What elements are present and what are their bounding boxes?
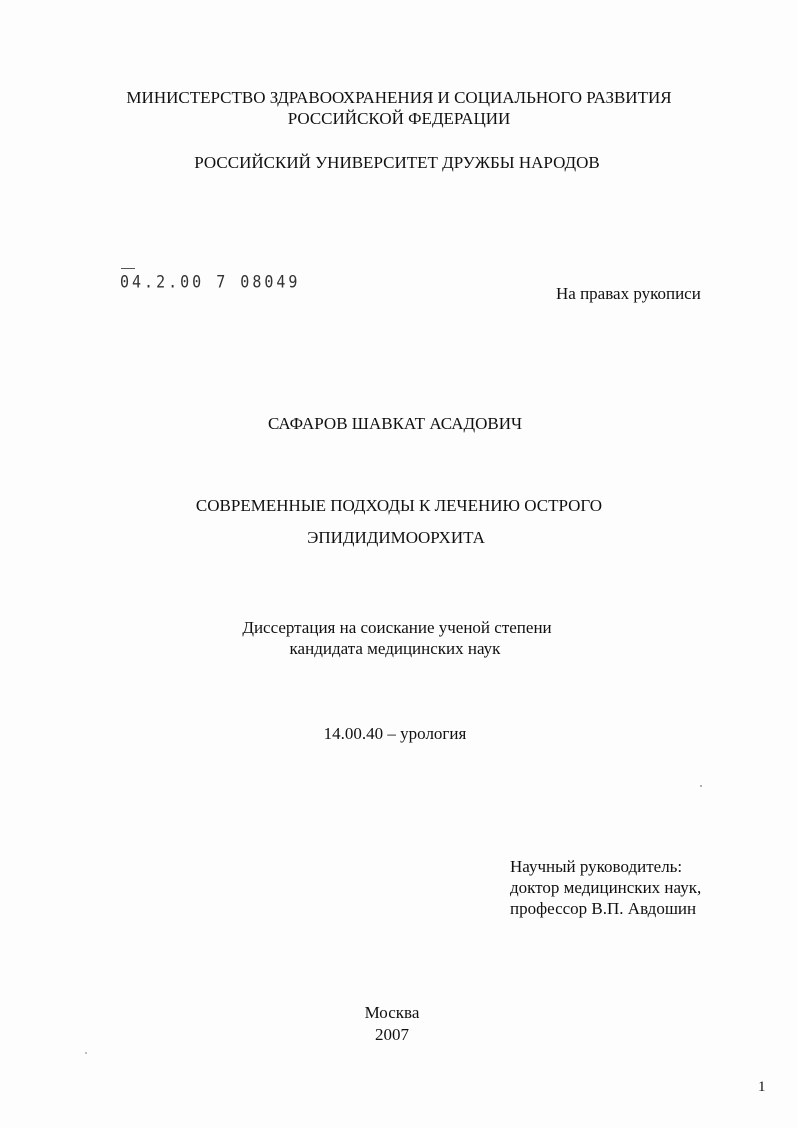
ministry-line-1: МИНИСТЕРСТВО ЗДРАВООХРАНЕНИЯ И СОЦИАЛЬНОГО РАЗВИТИЯ (126, 88, 672, 107)
manuscript-note: На правах рукописи (556, 284, 701, 303)
degree-line-2: кандидата медицинских наук (289, 639, 501, 658)
city: Москва (364, 1003, 420, 1022)
title-line-1: СОВРЕМЕННЫЕ ПОДХОДЫ К ЛЕЧЕНИЮ ОСТРОГО (195, 496, 603, 515)
specialty: 14.00.40 – урология (323, 724, 467, 743)
title-line-2: ЭПИДИДИМООРХИТА (307, 528, 485, 547)
author-name: САФАРОВ ШАВКАТ АСАДОВИЧ (267, 414, 523, 433)
degree-line-1: Диссертация на соискание ученой степени (242, 618, 552, 637)
registration-stamp: 04.2.00 7 08049 (120, 272, 301, 292)
year: 2007 (375, 1025, 409, 1044)
scan-speck (700, 785, 702, 787)
ministry-line-2: РОССИЙСКОЙ ФЕДЕРАЦИИ (287, 109, 511, 128)
scan-speck (85, 1052, 87, 1054)
supervisor-degree: доктор медицинских наук, (510, 878, 702, 897)
supervisor-name: профессор В.П. Авдошин (510, 899, 697, 918)
university-name: РОССИЙСКИЙ УНИВЕРСИТЕТ ДРУЖБЫ НАРОДОВ (194, 153, 600, 172)
page-number: 1 (758, 1079, 766, 1095)
supervisor-label: Научный руководитель: (510, 857, 683, 876)
stamp-mark (121, 268, 135, 269)
